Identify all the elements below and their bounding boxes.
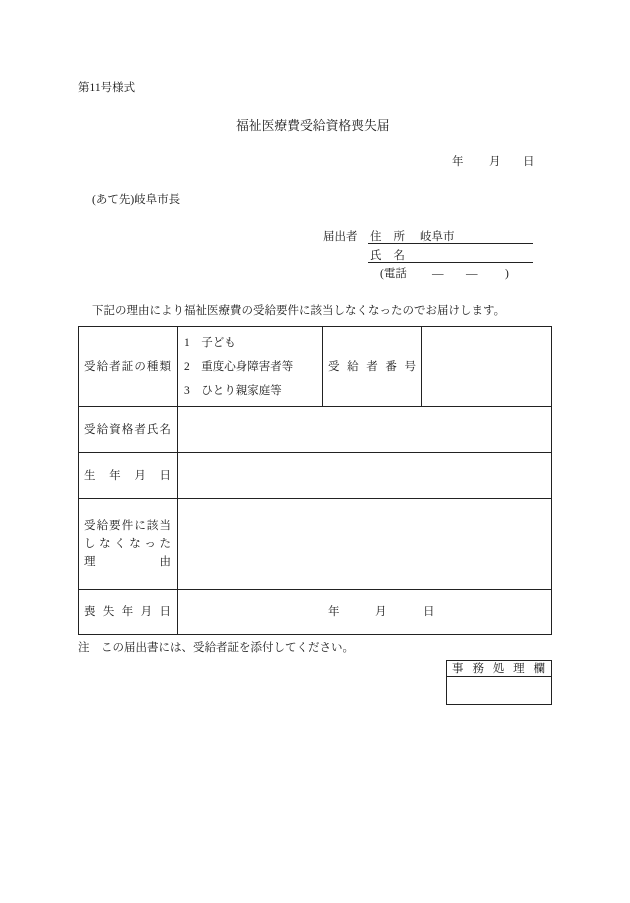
label-character: 欄 xyxy=(533,662,545,675)
label-character: 番 xyxy=(385,360,397,373)
address-value: 岐阜市 xyxy=(420,231,455,243)
birthdate-label-cell xyxy=(78,452,178,499)
label-character: 者 xyxy=(134,423,146,436)
label-character: 理 xyxy=(84,556,96,568)
form-title: 福祉医療費受給資格喪失届 xyxy=(236,119,390,133)
office-use-label xyxy=(452,662,545,676)
label-character: 要 xyxy=(109,520,121,532)
phone-separator: ― xyxy=(432,268,444,280)
label-character: 受 xyxy=(84,423,96,436)
label-character: 理 xyxy=(513,662,525,675)
card-type-label xyxy=(84,360,171,374)
name-label xyxy=(370,249,405,263)
loss-date-year: 年 xyxy=(328,606,340,618)
label-character: に xyxy=(134,520,146,532)
label-character: 該 xyxy=(146,520,159,532)
label-character: 受 xyxy=(84,360,96,373)
recipient-number-label-cell xyxy=(322,326,422,407)
submission-date-year: 年 xyxy=(452,156,464,168)
form-table xyxy=(78,326,552,635)
label-character: 受 xyxy=(328,360,340,373)
label-character: 事 xyxy=(452,662,464,675)
label-character: た xyxy=(159,538,171,550)
label-character: 喪 xyxy=(84,606,96,618)
label-character: 資 xyxy=(109,423,121,436)
name-underline xyxy=(368,262,533,263)
submission-date-month: 月 xyxy=(489,156,501,168)
label-character: っ xyxy=(144,538,156,550)
label-character: 日 xyxy=(159,469,171,482)
card-type-option: 1 子ども xyxy=(184,336,236,349)
label-character: 名 xyxy=(159,423,171,436)
label-character: 類 xyxy=(159,360,171,373)
label-character: 号 xyxy=(404,360,416,373)
label-character: 年 xyxy=(109,469,121,482)
address-underline xyxy=(368,243,533,244)
label-character: 所 xyxy=(393,231,405,243)
reason-label-cell xyxy=(78,498,178,590)
label-character: 年 xyxy=(121,606,134,618)
loss-date-label-cell xyxy=(78,589,178,635)
label-character: 日 xyxy=(159,606,171,618)
birthdate-field xyxy=(177,452,552,499)
note-text: 注 この届出書には、受給者証を添付してください。 xyxy=(78,642,354,654)
label-character: 者 xyxy=(366,360,378,373)
office-use-box xyxy=(446,660,552,705)
office-use-header xyxy=(446,660,552,677)
office-use-field xyxy=(446,676,552,705)
label-character: 給 xyxy=(96,520,109,532)
label-character: 務 xyxy=(472,662,484,675)
phone-separator: ― xyxy=(466,268,478,280)
card-type-options-cell xyxy=(177,326,323,407)
label-character: 由 xyxy=(159,556,171,568)
reason-label-line xyxy=(84,517,171,535)
label-character: 給 xyxy=(96,360,109,373)
applicant-label: 届出者 xyxy=(323,231,358,243)
label-character: 受 xyxy=(84,520,96,532)
label-character: 給 xyxy=(96,423,109,436)
reason-field xyxy=(177,498,552,590)
label-character: く xyxy=(114,538,126,550)
addressee: (あて先)岐阜市長 xyxy=(92,194,181,206)
label-character: な xyxy=(129,538,141,550)
loss-date-field xyxy=(177,589,552,635)
birthdate-label xyxy=(84,469,171,483)
card-type-label-cell xyxy=(78,326,178,407)
reason-label-line xyxy=(84,535,171,553)
card-type-options xyxy=(184,331,293,403)
label-character: 者 xyxy=(109,360,121,373)
label-character: の xyxy=(134,360,146,373)
statement-text: 下記の理由により福祉医療費の受給要件に該当しなくなったのでお届けします。 xyxy=(92,305,506,317)
label-character: 証 xyxy=(121,360,134,373)
card-type-option: 3 ひとり親家庭等 xyxy=(184,384,282,397)
recipient-number-label xyxy=(328,360,416,374)
label-character: な xyxy=(99,538,111,550)
reason-label-line xyxy=(84,553,171,571)
label-character: 月 xyxy=(134,469,146,482)
card-type-option: 2 重度心身障害者等 xyxy=(184,360,294,373)
label-character: 給 xyxy=(347,360,359,373)
label-character: 種 xyxy=(146,360,159,373)
label-character: 処 xyxy=(492,662,505,675)
recipient-number-field xyxy=(421,326,552,407)
form-number: 第11号様式 xyxy=(78,82,136,94)
recipient-name-label xyxy=(84,423,171,437)
label-character: 名 xyxy=(393,250,405,262)
label-character: 月 xyxy=(140,606,153,618)
label-character: 当 xyxy=(159,520,171,532)
label-character: 生 xyxy=(84,469,96,482)
label-character: 氏 xyxy=(146,423,159,436)
reason-label xyxy=(84,517,171,571)
label-character: 格 xyxy=(121,423,134,436)
address-label xyxy=(370,230,405,244)
submission-date-day: 日 xyxy=(523,156,535,168)
label-character: し xyxy=(84,538,96,550)
loss-date-day: 日 xyxy=(423,606,435,618)
phone-close-paren: ) xyxy=(505,268,509,280)
loss-date-month: 月 xyxy=(375,606,387,618)
label-character: 氏 xyxy=(370,250,382,262)
label-character: 件 xyxy=(121,520,134,532)
label-character: 失 xyxy=(102,606,115,618)
loss-date-label xyxy=(84,605,171,619)
label-character: 住 xyxy=(370,231,382,243)
recipient-name-field xyxy=(177,406,552,453)
phone-label: (電話 xyxy=(380,268,407,280)
recipient-name-label-cell xyxy=(78,406,178,453)
